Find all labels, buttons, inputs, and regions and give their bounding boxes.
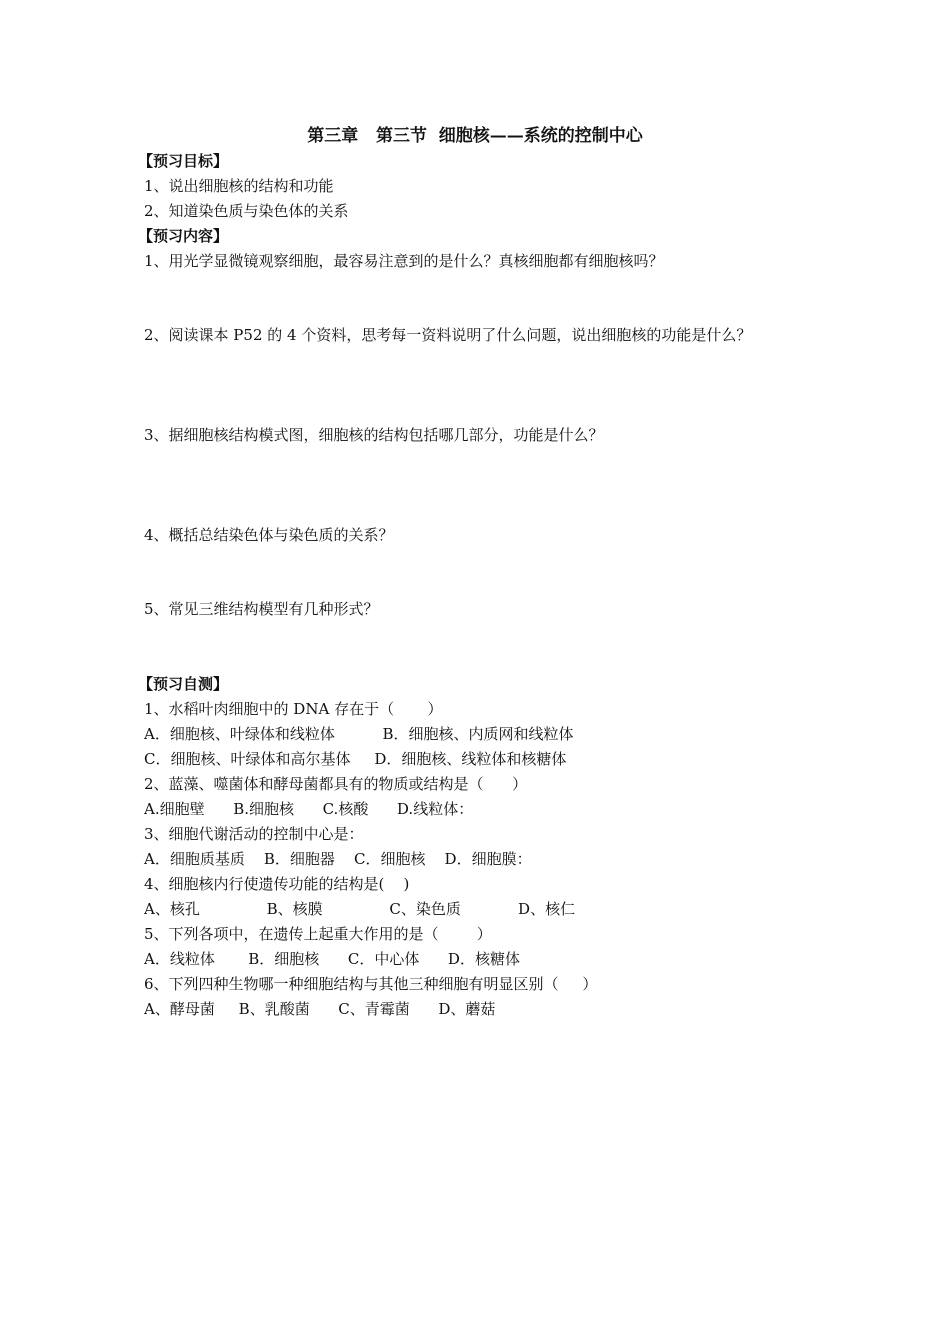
content-question: 1、用光学显微镜观察细胞，最容易注意到的是什么？真核细胞都有细胞核吗？ [144, 252, 664, 270]
preview-goals-heading: 【预习目标】 [138, 152, 229, 170]
page-title: 第三章 第三节 细胞核——系统的控制中心 [307, 126, 643, 146]
self-test-line: A、酵母菌 B、乳酸菌 C、青霉菌 D、蘑菇 [144, 1000, 496, 1018]
self-test-line: 6、下列四种生物哪一种细胞结构与其他三种细胞有明显区别（ ） [144, 975, 598, 993]
self-test-line: 4、细胞核内行使遗传功能的结构是( ) [144, 875, 410, 893]
goal-item: 1、说出细胞核的结构和功能 [144, 177, 334, 195]
self-test-line: A．细胞核、叶绿体和线粒体 B．细胞核、内质网和线粒体 [144, 725, 574, 743]
self-test-line: A．细胞质基质 B．细胞器 C．细胞核 D．细胞膜： [144, 850, 532, 868]
self-test-heading: 【预习自测】 [138, 675, 229, 693]
self-test-line: 3、细胞代谢活动的控制中心是： [144, 825, 364, 843]
self-test-line: 5、下列各项中，在遗传上起重大作用的是（ ） [144, 925, 492, 943]
content-question: 5、常见三维结构模型有几种形式？ [144, 600, 379, 618]
content-question: 4、概括总结染色体与染色质的关系？ [144, 526, 394, 544]
content-question: 2、阅读课本 P52 的 4 个资料，思考每一资料说明了什么问题，说出细胞核的功能是什么？ [144, 326, 752, 344]
self-test-line: A.细胞壁 B.细胞核 C.核酸 D.线粒体： [144, 800, 474, 818]
self-test-line: A．线粒体 B．细胞核 C．中心体 D．核糖体 [144, 950, 520, 968]
content-question: 3、据细胞核结构模式图，细胞核的结构包括哪几部分，功能是什么？ [144, 426, 604, 444]
self-test-line: C．细胞核、叶绿体和高尔基体 D．细胞核、线粒体和核糖体 [144, 750, 567, 768]
self-test-line: 1、水稻叶肉细胞中的 DNA 存在于（ ） [144, 700, 443, 718]
self-test-line: 2、蓝藻、噬菌体和酵母菌都具有的物质或结构是（ ） [144, 775, 528, 793]
goal-item: 2、知道染色质与染色体的关系 [144, 202, 349, 220]
preview-content-heading: 【预习内容】 [138, 227, 229, 245]
self-test-line: A、核孔 B、核膜 C、染色质 D、核仁 [144, 900, 576, 918]
